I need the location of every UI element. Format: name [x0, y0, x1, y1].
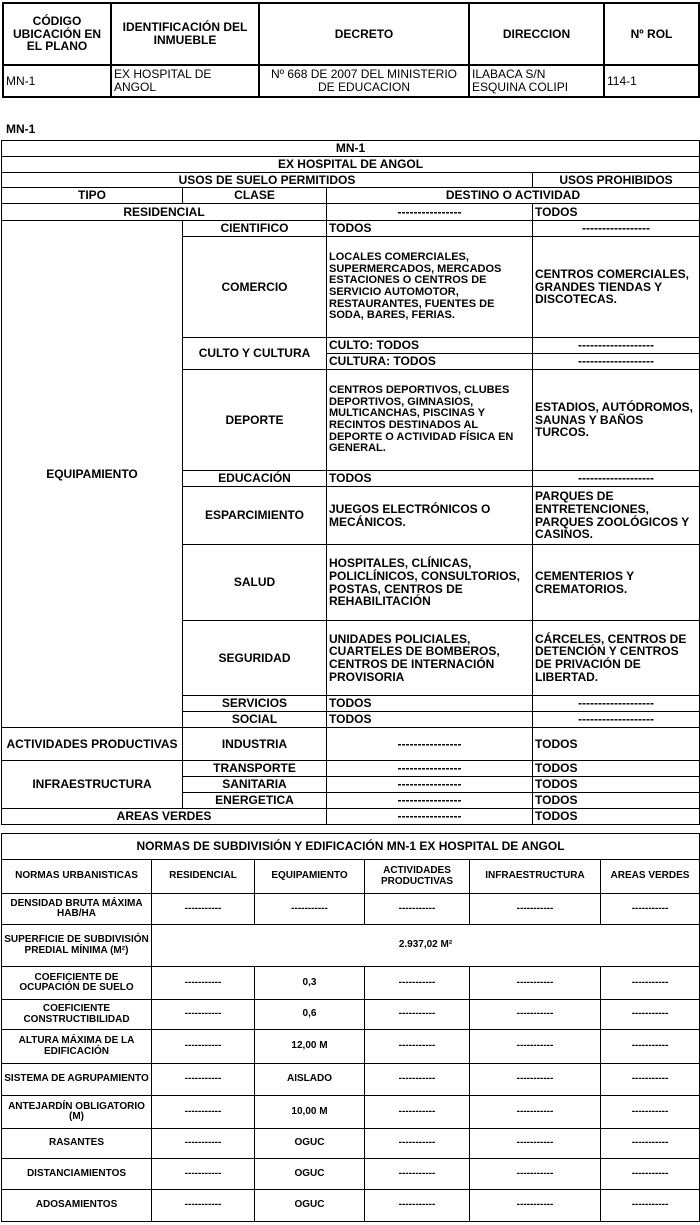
norm-value: OGUC: [255, 1159, 365, 1190]
norm-label: SISTEMA DE AGRUPAMIENTO: [2, 1064, 152, 1096]
norm-value: AISLADO: [255, 1064, 365, 1096]
table-row: [2, 809, 700, 825]
norm-value: -----------: [365, 1190, 470, 1222]
prohibido-industria: TODOS: [533, 728, 700, 761]
destino-residencial: ----------------: [327, 204, 533, 221]
clase-servicios: SERVICIOS: [183, 696, 327, 712]
clase-energetica: ENERGETICA: [183, 793, 327, 809]
destino-sanitaria: ----------------: [327, 777, 533, 793]
tipo-actividades: ACTIVIDADES PRODUCTIVAS: [2, 728, 183, 761]
tipo-equipamiento: EQUIPAMIENTO: [2, 221, 183, 728]
prohibido-esparcimiento: PARQUES DE ENTRETENCIONES, PARQUES ZOOLÓGICOS Y CASINOS.: [533, 487, 700, 545]
prohibido-transporte: TODOS: [533, 761, 700, 777]
destino-salud: HOSPITALES, CLÍNICAS, POLICLÍNICOS, CONSULTORIOS, POSTAS, CENTROS DE REHABILITACIÓN: [327, 545, 533, 621]
prohibido-areas-verdes: TODOS: [533, 809, 700, 825]
norm-value: -----------: [470, 967, 601, 1000]
norm-label: RASANTES: [2, 1129, 152, 1159]
table-row: [2, 1159, 700, 1190]
prohibido-energetica: TODOS: [533, 793, 700, 809]
norm-value: OGUC: [255, 1190, 365, 1222]
destino-transporte: ----------------: [327, 761, 533, 777]
clase-educacion: EDUCACIÓN: [183, 471, 327, 487]
header-table: [2, 2, 700, 98]
norm-value: -----------: [365, 894, 470, 925]
destino-areas-verdes: ----------------: [327, 809, 533, 825]
norm-value: 2.937,02 M²: [152, 925, 700, 967]
header-cell-codigo: MN-1: [3, 65, 111, 97]
norm-value: -----------: [365, 1064, 470, 1096]
norm-label: ALTURA MÁXIMA DE LA EDIFICACIÓN: [2, 1030, 152, 1064]
clase-seguridad: SEGURIDAD: [183, 621, 327, 696]
prohibido-social: -------------------: [533, 712, 700, 728]
norm-value: -----------: [365, 1030, 470, 1064]
header-col-rol: Nº ROL: [604, 3, 699, 65]
norm-value: -----------: [601, 894, 700, 925]
clase-industria: INDUSTRIA: [183, 728, 327, 761]
table-row: [2, 967, 700, 1000]
prohibido-servicios: -------------------: [533, 696, 700, 712]
col-tipo: TIPO: [2, 188, 183, 204]
table-row: [2, 925, 700, 967]
destino-seguridad: UNIDADES POLICIALES, CUARTELES DE BOMBEROS, CENTROS DE INTERNACIÓN PROVISORIA: [327, 621, 533, 696]
header-col-identificacion: IDENTIFICACIÓN DEL INMUEBLE: [111, 3, 259, 65]
norms-title: NORMAS DE SUBDIVISIÓN Y EDIFICACIÓN MN-1 EX HOSPITAL DE ANGOL: [2, 834, 700, 860]
clase-culto: CULTO Y CULTURA: [183, 338, 327, 370]
destino-comercio: LOCALES COMERCIALES, SUPERMERCADOS, MERCADOS ESTACIONES O CENTROS DE SERVICIO AUTOMOTOR, RESTAURANTES, FUENTES DE SODA, BARES, FERIAS.: [327, 237, 533, 338]
table-row: [2, 1064, 700, 1096]
prohibido-cientifico: -----------------: [533, 221, 700, 237]
norm-value: -----------: [470, 1096, 601, 1129]
destino-deporte: CENTROS DEPORTIVOS, CLUBES DEPORTIVOS, GIMNASIOS, MULTICANCHAS, PISCINAS Y RECINTOS DESTINADOS AL DEPORTE O ACTIVIDAD FÍSICA EN GENERAL.: [327, 370, 533, 471]
norm-value: 10,00 M: [255, 1096, 365, 1129]
norm-value: -----------: [601, 1000, 700, 1030]
table-row: [2, 204, 700, 221]
norm-value: -----------: [601, 1064, 700, 1096]
table-row: [2, 221, 700, 237]
destino-esparcimiento: JUEGOS ELECTRÓNICOS O MECÁNICOS.: [327, 487, 533, 545]
norm-label: COEFICIENTE DE OCUPACIÓN DE SUELO: [2, 967, 152, 1000]
uses-title-name: EX HOSPITAL DE ANGOL: [2, 157, 700, 173]
norm-value: 0,3: [255, 967, 365, 1000]
table-row: [2, 1096, 700, 1129]
uses-title-code: MN-1: [2, 141, 700, 157]
norm-value: -----------: [152, 1159, 255, 1190]
norm-value: -----------: [152, 967, 255, 1000]
prohibited-uses-header: USOS PROHIBIDOS: [533, 173, 700, 188]
norm-label: COEFICIENTE CONSTRUCTIBILIDAD: [2, 1000, 152, 1030]
header-col-direccion: DIRECCION: [469, 3, 604, 65]
norm-value: -----------: [601, 1159, 700, 1190]
tipo-areas-verdes: AREAS VERDES: [2, 809, 327, 825]
norm-value: -----------: [470, 1129, 601, 1159]
norm-value: -----------: [470, 1030, 601, 1064]
norm-label: DENSIDAD BRUTA MÁXIMA HAB/HA: [2, 894, 152, 925]
prohibido-sanitaria: TODOS: [533, 777, 700, 793]
table-row: [2, 1000, 700, 1030]
norms-header-areas-verdes: AREAS VERDES: [601, 860, 700, 894]
norm-value: -----------: [470, 1159, 601, 1190]
prohibido-deporte: ESTADIOS, AUTÓDROMOS, SAUNAS Y BAÑOS TURCOS.: [533, 370, 700, 471]
norm-value: -----------: [470, 1190, 601, 1222]
clase-comercio: COMERCIO: [183, 237, 327, 338]
norm-value: -----------: [152, 894, 255, 925]
norm-value: -----------: [152, 1000, 255, 1030]
prohibido-seguridad: CÁRCELES, CENTROS DE DETENCIÓN Y CENTROS DE PRIVACIÓN DE LIBERTAD.: [533, 621, 700, 696]
destino-industria: ----------------: [327, 728, 533, 761]
table-row: [2, 1129, 700, 1159]
table-row: [2, 1030, 700, 1064]
col-destino: DESTINO O ACTIVIDAD: [327, 188, 700, 204]
table-row: [2, 1190, 700, 1222]
prohibido-salud: CEMENTERIOS Y CREMATORIOS.: [533, 545, 700, 621]
clase-esparcimiento: ESPARCIMIENTO: [183, 487, 327, 545]
header-cell-identificacion: EX HOSPITAL DE ANGOL: [111, 65, 259, 97]
destino-social: TODOS: [327, 712, 533, 728]
clase-salud: SALUD: [183, 545, 327, 621]
norm-value: -----------: [365, 1129, 470, 1159]
norms-header-equipamiento: EQUIPAMIENTO: [255, 860, 365, 894]
norm-value: -----------: [470, 894, 601, 925]
norm-value: -----------: [601, 1190, 700, 1222]
norm-label: ANTEJARDÍN OBLIGATORIO (M): [2, 1096, 152, 1129]
permitted-uses-header: USOS DE SUELO PERMITIDOS: [2, 173, 533, 188]
destino-energetica: ----------------: [327, 793, 533, 809]
norm-value: -----------: [365, 1159, 470, 1190]
prohibido-culto: -------------------: [533, 338, 700, 354]
section-label: MN-1: [6, 122, 36, 136]
norms-header-actividades: ACTIVIDADES PRODUCTIVAS: [365, 860, 470, 894]
norm-value: -----------: [152, 1190, 255, 1222]
norm-label: DISTANCIAMIENTOS: [2, 1159, 152, 1190]
norm-value: -----------: [255, 894, 365, 925]
norm-value: -----------: [601, 1129, 700, 1159]
norm-value: -----------: [152, 1096, 255, 1129]
norm-value: 0,6: [255, 1000, 365, 1030]
norm-value: -----------: [365, 1000, 470, 1030]
clase-social: SOCIAL: [183, 712, 327, 728]
destino-educacion: TODOS: [327, 471, 533, 487]
norms-header-residencial: RESIDENCIAL: [152, 860, 255, 894]
header-cell-rol: 114-1: [604, 65, 699, 97]
tipo-infraestructura: INFRAESTRUCTURA: [2, 761, 183, 809]
table-row: [2, 761, 700, 777]
header-cell-decreto: Nº 668 DE 2007 DEL MINISTERIO DE EDUCACION: [259, 65, 469, 97]
destino-culto: CULTO: TODOS: [327, 338, 533, 354]
norm-value: -----------: [601, 1096, 700, 1129]
norms-header-infraestructura: INFRAESTRUCTURA: [470, 860, 601, 894]
norm-value: -----------: [470, 1000, 601, 1030]
header-cell-direccion: ILABACA S/N ESQUINA COLIPI: [469, 65, 604, 97]
header-col-decreto: DECRETO: [259, 3, 469, 65]
prohibido-comercio: CENTROS COMERCIALES, GRANDES TIENDAS Y DISCOTECAS.: [533, 237, 700, 338]
col-clase: CLASE: [183, 188, 327, 204]
norms-table: [1, 833, 700, 1222]
norm-value: -----------: [152, 1030, 255, 1064]
norm-value: OGUC: [255, 1129, 365, 1159]
norm-value: -----------: [152, 1064, 255, 1096]
norms-header-normas: NORMAS URBANISTICAS: [2, 860, 152, 894]
destino-cientifico: TODOS: [327, 221, 533, 237]
norm-value: 12,00 M: [255, 1030, 365, 1064]
tipo-residencial: RESIDENCIAL: [2, 204, 327, 221]
clase-deporte: DEPORTE: [183, 370, 327, 471]
destino-cultura: CULTURA: TODOS: [327, 354, 533, 370]
header-col-codigo: CÓDIGO UBICACIÓN EN EL PLANO: [3, 3, 111, 65]
land-use-table: [1, 140, 700, 825]
norm-value: -----------: [365, 1096, 470, 1129]
clase-transporte: TRANSPORTE: [183, 761, 327, 777]
table-row: [2, 728, 700, 761]
norm-value: -----------: [365, 967, 470, 1000]
norm-value: -----------: [601, 967, 700, 1000]
clase-sanitaria: SANITARIA: [183, 777, 327, 793]
norm-label: ADOSAMIENTOS: [2, 1190, 152, 1222]
prohibido-cultura: -------------------: [533, 354, 700, 370]
table-row: [2, 894, 700, 925]
norm-label: SUPERFICIE DE SUBDIVISIÓN PREDIAL MÍNIMA (M²): [2, 925, 152, 967]
norm-value: -----------: [152, 1129, 255, 1159]
norm-value: -----------: [601, 1030, 700, 1064]
prohibido-educacion: -------------------: [533, 471, 700, 487]
prohibido-residencial: TODOS: [533, 204, 700, 221]
norm-value: -----------: [470, 1064, 601, 1096]
destino-servicios: TODOS: [327, 696, 533, 712]
clase-cientifico: CIENTIFICO: [183, 221, 327, 237]
